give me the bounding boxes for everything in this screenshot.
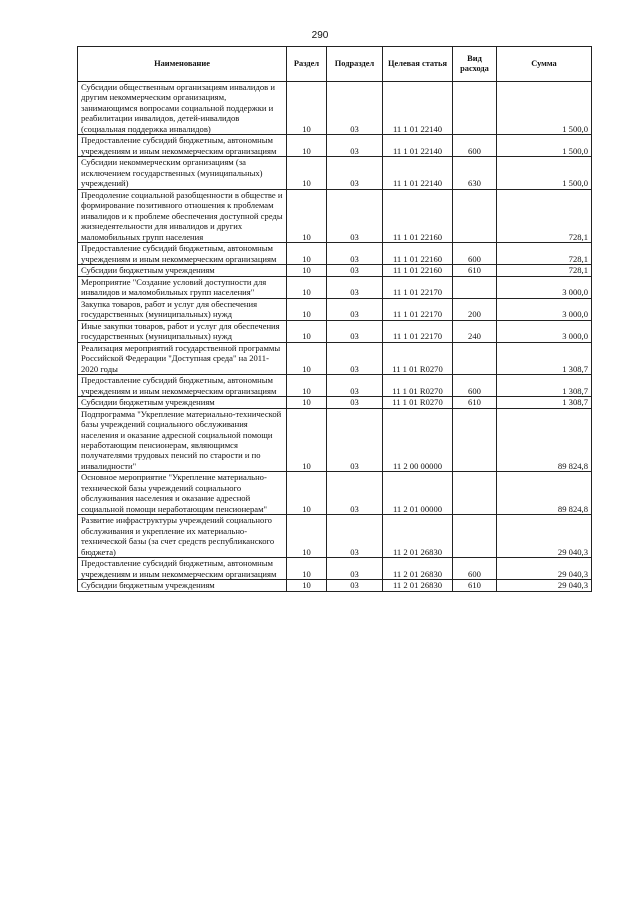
table-row (78, 580, 592, 591)
row-section: 10 (287, 82, 327, 135)
row-target-article: 11 2 01 00000 (383, 472, 453, 515)
row-subsection: 03 (327, 320, 383, 342)
row-expense-type: 610 (453, 397, 497, 408)
row-amount: 89 824,8 (497, 408, 592, 472)
table-row (78, 265, 592, 276)
row-subsection: 03 (327, 298, 383, 320)
row-section: 10 (287, 265, 327, 276)
row-section: 10 (287, 298, 327, 320)
row-subsection: 03 (327, 243, 383, 265)
row-section: 10 (287, 189, 327, 242)
row-section: 10 (287, 558, 327, 580)
row-expense-type: 610 (453, 580, 497, 591)
row-target-article: 11 1 01 22170 (383, 276, 453, 298)
table-row (78, 342, 592, 374)
row-name: Иные закупки товаров, работ и услуг для обеспечения государственных (муниципальных) нужд (78, 320, 287, 342)
row-subsection: 03 (327, 515, 383, 558)
row-name: Субсидии бюджетным учреждениям (78, 397, 287, 408)
row-name: Подпрограмма "Укрепление материально-технической базы учреждений социального обслуживания населения и оказание адресной социальной помощи неработающим пенсионерам, являющимся получателями трудовых пенсий по старости и по инвалидности" (78, 408, 287, 472)
row-target-article: 11 1 01 22140 (383, 135, 453, 157)
row-expense-type: 630 (453, 157, 497, 189)
row-expense-type: 600 (453, 135, 497, 157)
row-amount: 3 000,0 (497, 320, 592, 342)
table-row (78, 298, 592, 320)
row-name: Основное мероприятие "Укрепление материально-технической базы учреждений социального обслуживания населения и оказание адресной социальной помощи неработающим пенсионерам" (78, 472, 287, 515)
row-target-article: 11 2 00 00000 (383, 408, 453, 472)
row-amount: 728,1 (497, 265, 592, 276)
row-name: Предоставление субсидий бюджетным, автономным учреждениям и иным некоммерческим организациям (78, 558, 287, 580)
row-amount: 1 500,0 (497, 82, 592, 135)
row-name: Субсидии некоммерческим организациям (за исключением государственных (муниципальных) учреждений) (78, 157, 287, 189)
row-name: Закупка товаров, работ и услуг для обеспечения государственных (муниципальных) нужд (78, 298, 287, 320)
row-expense-type: 240 (453, 320, 497, 342)
row-subsection: 03 (327, 375, 383, 397)
row-section: 10 (287, 472, 327, 515)
row-subsection: 03 (327, 558, 383, 580)
row-name: Предоставление субсидий бюджетным, автономным учреждениям и иным некоммерческим организациям (78, 375, 287, 397)
table-row (78, 157, 592, 189)
row-section: 10 (287, 375, 327, 397)
row-amount: 89 824,8 (497, 472, 592, 515)
row-name: Развитие инфраструктуры учреждений социального обслуживания и укрепление их материально-технической базы (за счет средств республиканского бюджета) (78, 515, 287, 558)
table-row (78, 320, 592, 342)
table-row (78, 375, 592, 397)
row-section: 10 (287, 397, 327, 408)
row-subsection: 03 (327, 135, 383, 157)
row-target-article: 11 1 01 R0270 (383, 375, 453, 397)
row-section: 10 (287, 320, 327, 342)
table-row (78, 82, 592, 135)
row-amount: 1 308,7 (497, 342, 592, 374)
row-amount: 29 040,3 (497, 580, 592, 591)
table-header-row (78, 47, 592, 82)
table-row (78, 397, 592, 408)
row-expense-type (453, 82, 497, 135)
row-amount: 29 040,3 (497, 558, 592, 580)
row-expense-type (453, 408, 497, 472)
row-name: Субсидии общественным организациям инвалидов и другим некоммерческим организациям, занимающимся вопросами социальной поддержки и реабилитации инвалидов, детей-инвалидов (социальная поддержка инвалидов) (78, 82, 287, 135)
header-amount: Сумма (497, 47, 592, 82)
row-amount: 1 500,0 (497, 135, 592, 157)
row-expense-type (453, 276, 497, 298)
row-target-article: 11 2 01 26830 (383, 558, 453, 580)
row-subsection: 03 (327, 276, 383, 298)
row-amount: 1 308,7 (497, 375, 592, 397)
row-name: Преодоление социальной разобщенности в обществе и формирование позитивного отношения к проблемам инвалидов и к проблеме обеспечения доступной среды жизнедеятельности для инвалидов и других маломобильных групп населения (78, 189, 287, 242)
row-subsection: 03 (327, 472, 383, 515)
table-row (78, 408, 592, 472)
header-subsection: Подраздел (327, 47, 383, 82)
row-section: 10 (287, 157, 327, 189)
row-expense-type (453, 515, 497, 558)
row-section: 10 (287, 135, 327, 157)
header-name: Наименование (78, 47, 287, 82)
row-subsection: 03 (327, 157, 383, 189)
row-expense-type (453, 472, 497, 515)
row-target-article: 11 1 01 22170 (383, 298, 453, 320)
header-section: Раздел (287, 47, 327, 82)
row-subsection: 03 (327, 580, 383, 591)
row-section: 10 (287, 276, 327, 298)
row-subsection: 03 (327, 189, 383, 242)
header-target-article: Целевая статья (383, 47, 453, 82)
row-subsection: 03 (327, 82, 383, 135)
row-name: Предоставление субсидий бюджетным, автономным учреждениям и иным некоммерческим организациям (78, 135, 287, 157)
table-row (78, 558, 592, 580)
row-name: Субсидии бюджетным учреждениям (78, 580, 287, 591)
row-section: 10 (287, 580, 327, 591)
table-row (78, 515, 592, 558)
row-expense-type: 600 (453, 558, 497, 580)
row-target-article: 11 1 01 22140 (383, 82, 453, 135)
row-target-article: 11 1 01 R0270 (383, 397, 453, 408)
row-amount: 3 000,0 (497, 298, 592, 320)
table-row (78, 135, 592, 157)
row-amount: 728,1 (497, 189, 592, 242)
row-name: Реализация мероприятий государственной программы Российской Федерации "Доступная среда" на 2011-2020 годы (78, 342, 287, 374)
row-section: 10 (287, 243, 327, 265)
header-expense-type: Вид расхода (453, 47, 497, 82)
row-target-article: 11 2 01 26830 (383, 580, 453, 591)
row-expense-type: 600 (453, 375, 497, 397)
row-target-article: 11 1 01 22160 (383, 189, 453, 242)
row-name: Предоставление субсидий бюджетным, автономным учреждениям и иным некоммерческим организациям (78, 243, 287, 265)
row-target-article: 11 2 01 26830 (383, 515, 453, 558)
row-target-article: 11 1 01 R0270 (383, 342, 453, 374)
table-row (78, 472, 592, 515)
row-expense-type: 200 (453, 298, 497, 320)
page-number: 290 (311, 30, 329, 41)
row-amount: 3 000,0 (497, 276, 592, 298)
row-subsection: 03 (327, 265, 383, 276)
table-row (78, 243, 592, 265)
row-expense-type (453, 189, 497, 242)
row-expense-type: 600 (453, 243, 497, 265)
budget-table (77, 46, 592, 592)
row-target-article: 11 1 01 22160 (383, 265, 453, 276)
row-target-article: 11 1 01 22160 (383, 243, 453, 265)
table-row (78, 189, 592, 242)
row-target-article: 11 1 01 22140 (383, 157, 453, 189)
row-subsection: 03 (327, 408, 383, 472)
row-section: 10 (287, 515, 327, 558)
row-amount: 1 500,0 (497, 157, 592, 189)
row-amount: 728,1 (497, 243, 592, 265)
row-section: 10 (287, 408, 327, 472)
row-name: Субсидии бюджетным учреждениям (78, 265, 287, 276)
row-subsection: 03 (327, 342, 383, 374)
row-section: 10 (287, 342, 327, 374)
row-expense-type: 610 (453, 265, 497, 276)
row-amount: 29 040,3 (497, 515, 592, 558)
row-subsection: 03 (327, 397, 383, 408)
row-expense-type (453, 342, 497, 374)
row-target-article: 11 1 01 22170 (383, 320, 453, 342)
row-name: Мероприятие "Создание условий доступности для инвалидов и маломобильных групп населения" (78, 276, 287, 298)
table-row (78, 276, 592, 298)
row-amount: 1 308,7 (497, 397, 592, 408)
